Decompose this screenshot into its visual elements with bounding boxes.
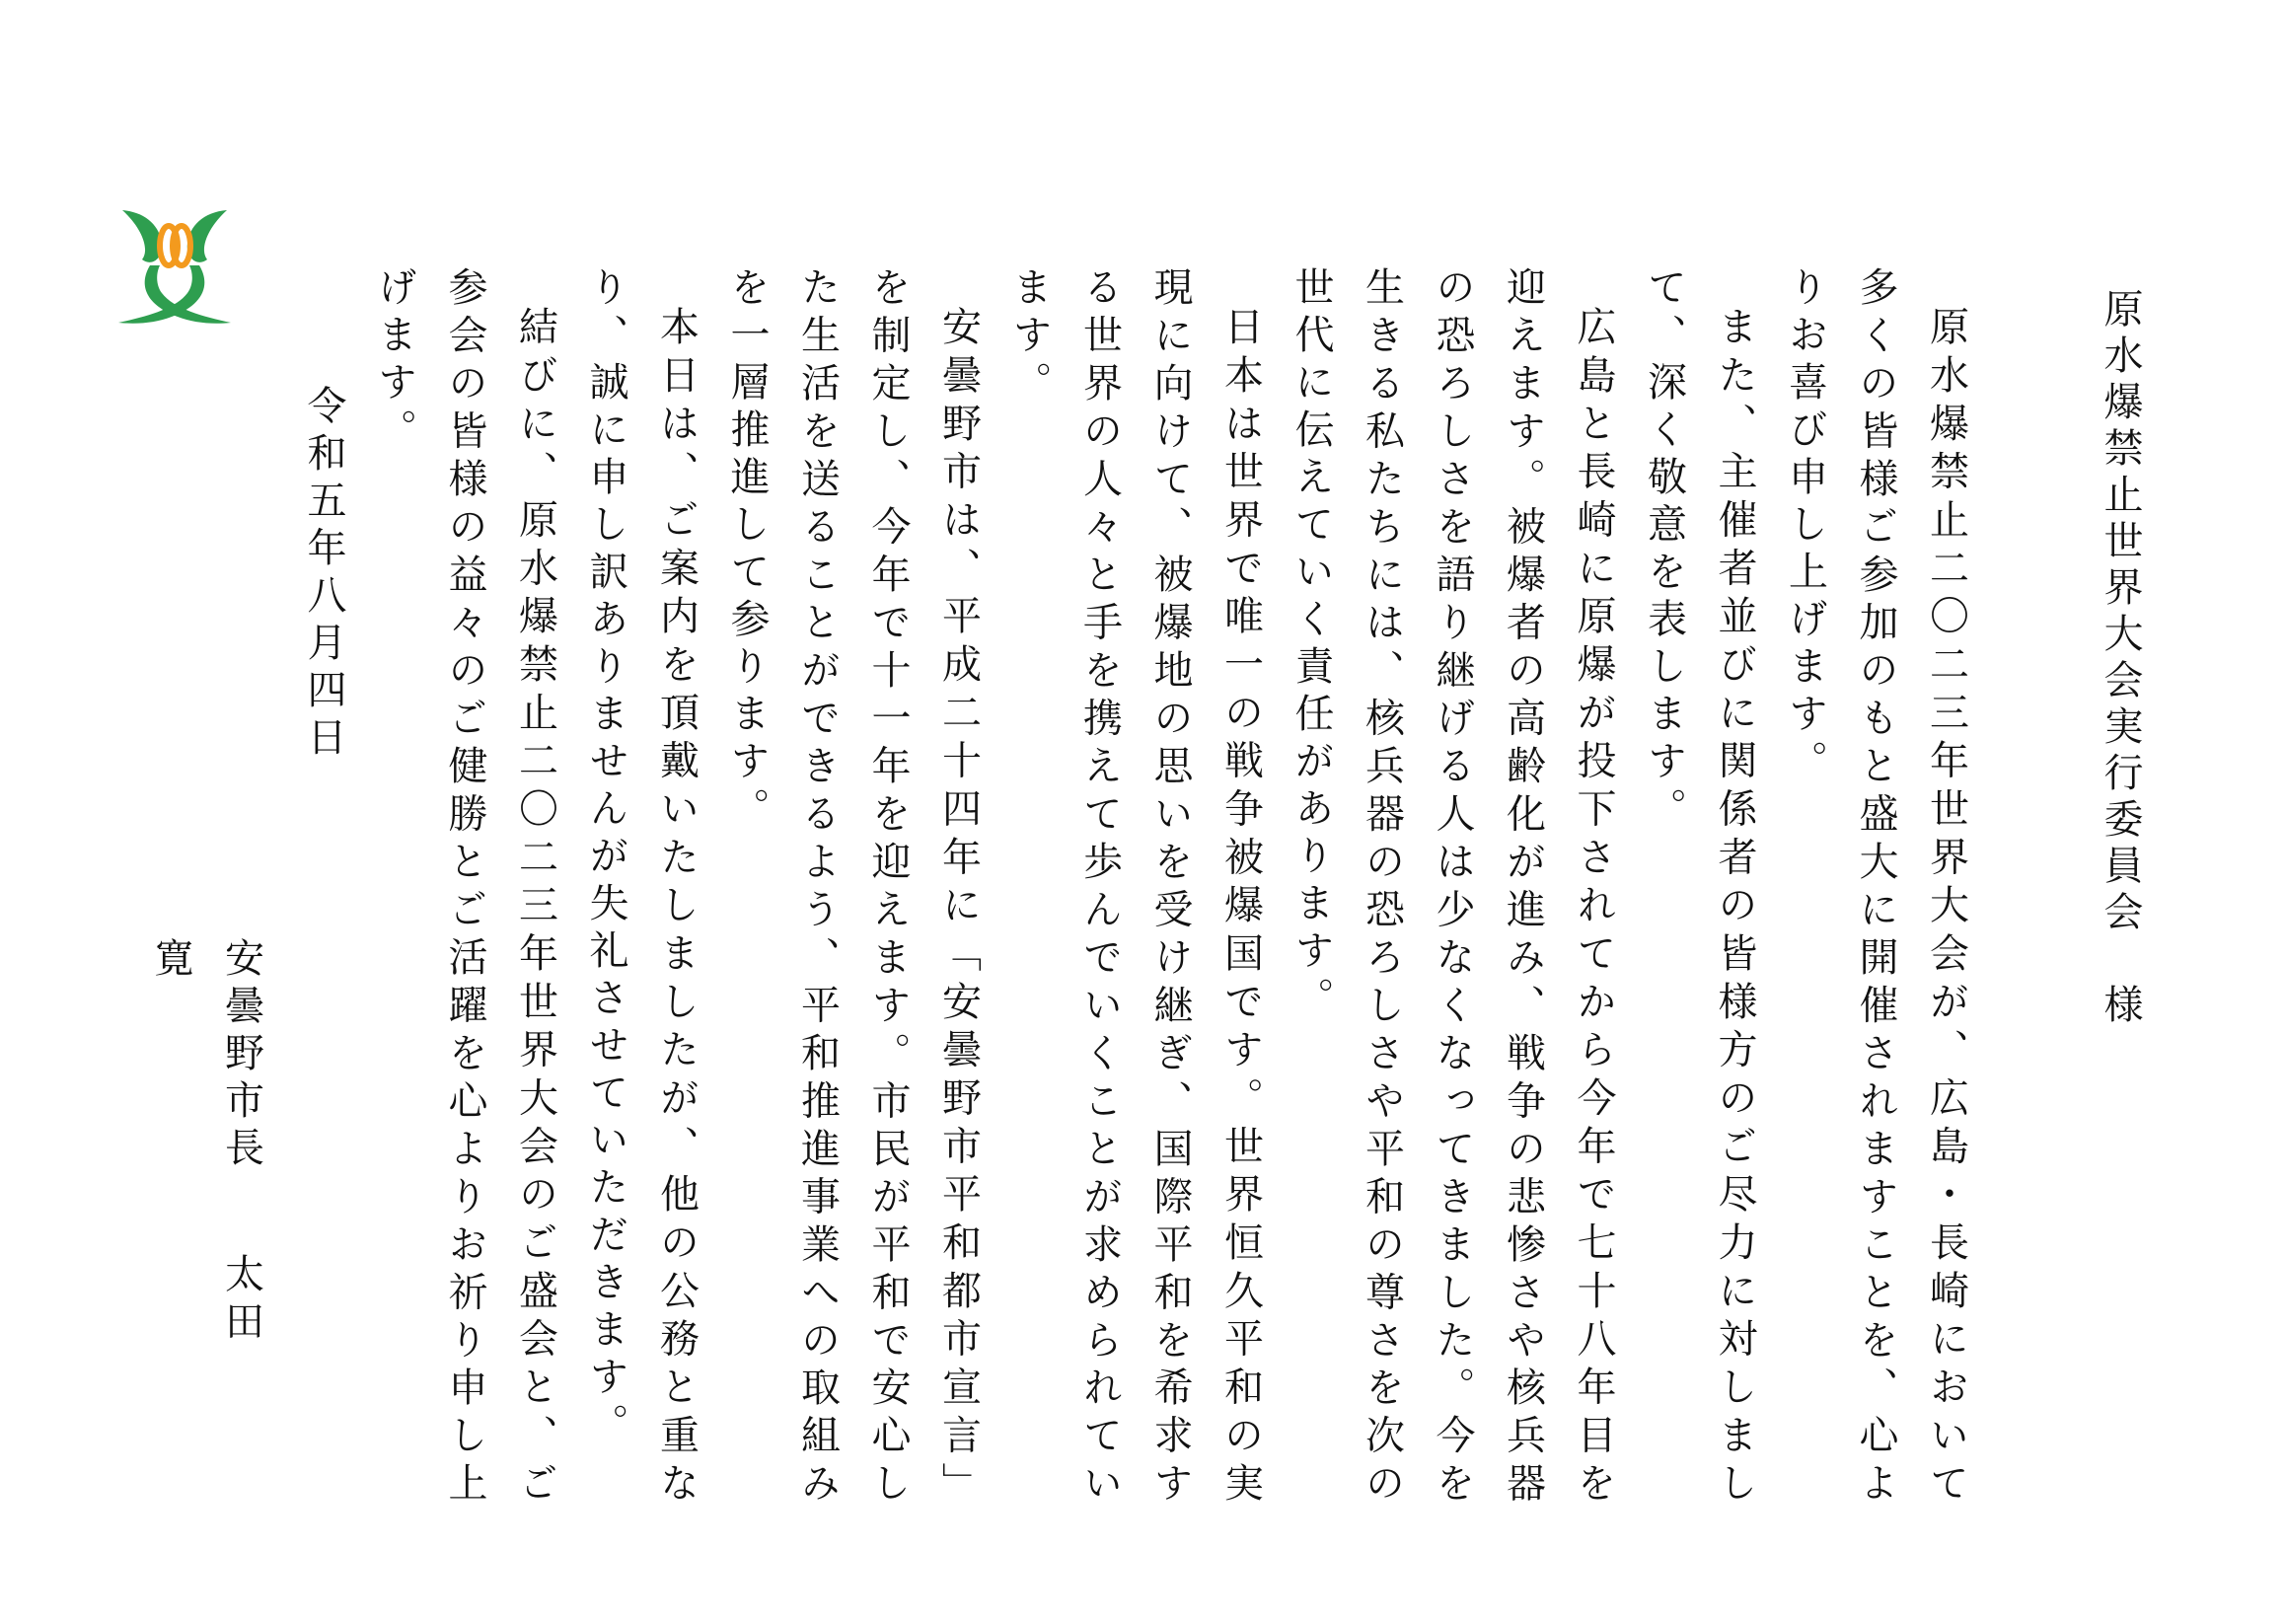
letter-body <box>17 266 2156 1510</box>
paragraph-5: 安曇野市は、平成二十四年に「安曇野市平和都市宣言」を制定し、今年で十一年を迎えます。市民が平和で安心した生活を送ることができるよう、平和推進事業への取組みを一層推進して参ります。 <box>724 266 982 1510</box>
paragraph-1: 原水爆禁止二〇二三年世界大会が、広島・長崎において多くの皆様ご参加のもと盛大に開催されますことを、心よりお喜び申し上げます。 <box>1782 266 1969 1510</box>
paragraph-6: 本日は、ご案内を頂戴いたしましたが、他の公務と重なり、誠に申し訳ありませんが失礼させていただきます。 <box>583 266 700 1510</box>
signature-surname: 太田 <box>218 1253 264 1348</box>
signature-given-name: 寛 <box>148 937 193 985</box>
paragraph-2: また、主催者並びに関係者の皆様方のご尽力に対しまして、深く敬意を表します。 <box>1641 266 1757 1510</box>
signature <box>135 937 276 1510</box>
emblem-right-wing <box>187 210 227 262</box>
paragraph-3: 広島と長崎に原爆が投下されてから今年で七十八年目を迎えます。被爆者の高齢化が進み、戦争の悲惨さや核兵器の恐ろしさを語り継げる人は少なくなってきました。今を生きる私たちには、核兵器の恐ろしさや平和の尊さを次の世代に伝えていく責任があります。 <box>1289 266 1616 1510</box>
emblem-ring-right <box>173 226 190 265</box>
signature-title: 安曇野市長 <box>218 937 264 1174</box>
paragraph-4: 日本は世界で唯一の戦争被爆国です。世界恒久平和の実現に向けて、被爆地の思いを受け継ぎ、国際平和を希求する世界の人々と手を携えて歩んでいくことが求められています。 <box>1006 266 1264 1510</box>
paragraph-7: 結びに、原水爆禁止二〇二三年世界大会のご盛会と、ご参会の皆様の益々のご健勝とご活躍を心よりお祈り申し上げます。 <box>371 266 558 1510</box>
letter-date: 令和五年八月四日 <box>301 385 346 764</box>
recipient-line: 原水爆禁止世界大会実行委員会 様 <box>2098 288 2143 1030</box>
emblem-left-wing <box>122 210 162 262</box>
